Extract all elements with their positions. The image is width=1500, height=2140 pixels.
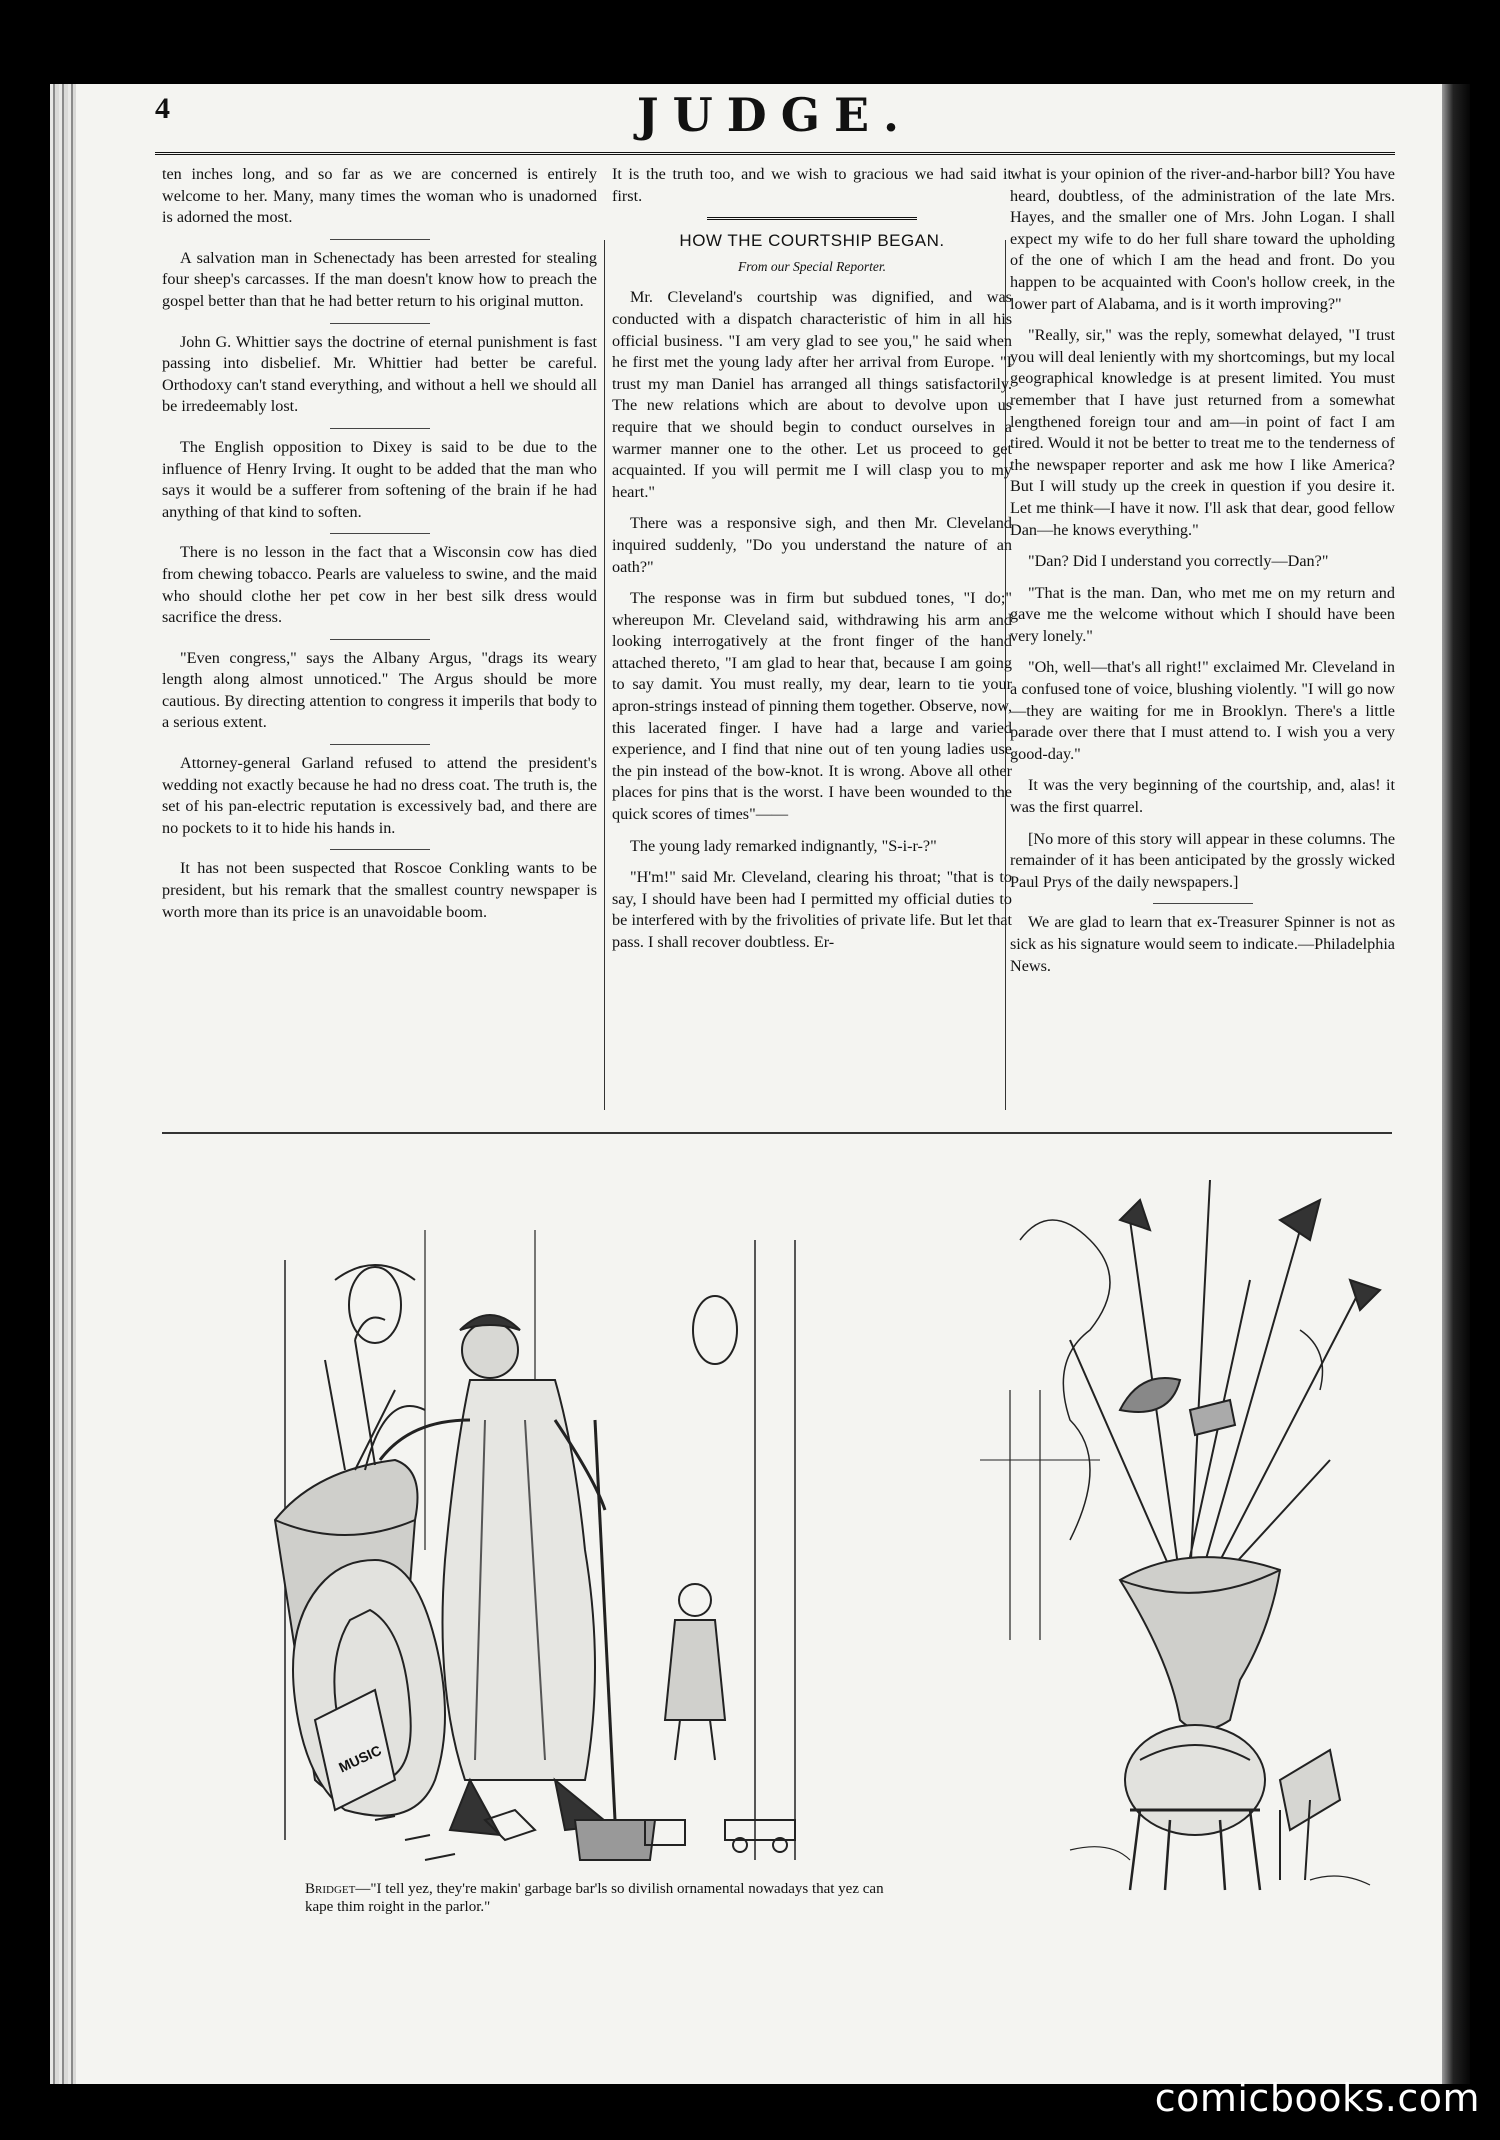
cartoon-tuba-vase-drawing: [980, 1160, 1400, 1895]
paragraph: "Really, sir," was the reply, somewhat delayed, "I trust you will deal leniently with my shortcomings, but my local geographical knowledge is at present limited. You must remember that I have just returned from a somewhat lengthened foreign tour and am—in point of fact I am tired. Would it not be better to treat me to the tenderness of the newspaper reporter and ask me how I like America? But I will study up the creek in question if you desire it. Let me think—I have it now. I'll ask that dear, good fellow Dan—he knows everything.": [1010, 326, 1395, 539]
divider: [330, 639, 430, 640]
paragraph: "H'm!" said Mr. Cleveland, clearing his throat; "that is to say, I should have been had I permitted my official duties to be interfered with by the frivolities of private life. But let that pass. I shall recover doubtless. Er-: [612, 868, 1012, 951]
paragraph: The response was in firm but subdued tones, "I do;" whereupon Mr. Cleveland said, withdrawing his arm and looking interrogatively at the front finger of the hand attached thereto, "I am glad to hear that, because I am going to say damit. You must really, my dear, learn to tie your apron-strings instead of pinning them together. Observe, now, this lacerated finger. I have had a large and varied experience, and I find that nine out of ten young ladies use the pin instead of the bow-knot. It is wrong. Above all other places for pins that is the worst. I have been wounded to the quick scores of times"——: [612, 589, 1012, 824]
paragraph: It has not been suspected that Roscoe Conkling wants to be president, but his remark that the smallest country newspaper is worth more than its price is an unavoidable boom.: [162, 859, 597, 921]
column-2: [612, 164, 1012, 964]
paragraph: A salvation man in Schenectady has been arrested for stealing four sheep's carcasses. If the man doesn't know how to preach the gospel better than that he had better return to his original mutton.: [162, 248, 597, 310]
paragraph: It was the very beginning of the courtship, and, alas! it was the first quarrel.: [1010, 776, 1395, 817]
article-rule: [707, 217, 917, 220]
paragraph: Mr. Cleveland's courtship was dignified, and was conducted with a dispatch characteristic of him in all his official business. "I am very glad to see you," he said when he first met the young lady after her arrival from Europe. "I trust my man Daniel has arranged all things satisfactorily. The new relations which are about to devolve upon us require that we should begin to conduct ourselves in a warmer manner one to the other. Let us proceed to get acquainted. If you will permit me I will clasp you to my heart.": [612, 288, 1012, 501]
caption-speaker: Bridget: [305, 1881, 356, 1897]
paragraph: It is the truth too, and we wish to gracious we had said it first.: [612, 165, 1012, 205]
paragraph: ten inches long, and so far as we are concerned is entirely welcome to her. Many, many times the woman who is unadorned is adorned the most.: [162, 165, 597, 227]
paragraph: "Dan? Did I understand you correctly—Dan?": [1028, 552, 1329, 571]
cartoon-bridget-drawing: [255, 1220, 875, 1875]
section-rule: [162, 1132, 1392, 1134]
caption-text: —"I tell yez, they're makin' garbage bar'ls so divilish ornamental nowadays that yez can kape thim roight in the parlor.": [305, 1881, 884, 1915]
paragraph: There was a responsive sigh, and then Mr. Cleveland inquired suddenly, "Do you understand the nature of an oath?": [612, 514, 1012, 576]
divider: [330, 323, 430, 324]
column-1: [162, 164, 597, 933]
masthead-title: JUDGE.: [636, 88, 914, 142]
paragraph: "That is the man. Dan, who met me on my return and gave me the welcome without which I should have been very lonely.": [1010, 583, 1395, 645]
article-headline: HOW THE COURTSHIP BEGAN.: [679, 231, 945, 251]
page-number: 4: [155, 92, 170, 125]
column-separator: [604, 240, 605, 1110]
paragraph: The young lady remarked indignantly, "S-i-r-?": [630, 836, 937, 855]
paragraph: John G. Whittier says the doctrine of eternal punishment is fast passing into disbelief. Mr. Whittier had better be careful. Orthodoxy can't stand everything, and without a hell we should all be irredeemably lost.: [162, 332, 597, 416]
paragraph: "Oh, well—that's all right!" exclaimed Mr. Cleveland in a confused tone of voice, blushing violently. "I will go now—they are waiting for me in Brooklyn. There's a little parade over there that I must attend to. I wish you a very good-day.": [1010, 658, 1395, 763]
divider: [330, 239, 430, 240]
article-byline: From our Special Reporter.: [738, 258, 886, 274]
page-binding-right: [1442, 84, 1470, 2084]
paragraph: "Even congress," says the Albany Argus, "drags its weary length along almost unnoticed." The Argus should be more cautious. By directing attention to congress it imperils that body to a serious extent.: [162, 648, 597, 732]
music-box-label: MUSIC: [336, 1741, 384, 1776]
paragraph: The English opposition to Dixey is said to be due to the influence of Henry Irving. It ought to be added that the man who says it would be a sufferer from softening of the brain if he had anything of that kind to soften.: [162, 437, 597, 521]
cartoon-caption: [305, 1880, 885, 1916]
column-3: [1010, 164, 1395, 987]
divider: [330, 533, 430, 534]
divider: [1153, 903, 1253, 904]
site-watermark: comicbooks.com: [1154, 2076, 1480, 2120]
paragraph: what is your opinion of the river-and-harbor bill? You have heard, doubtless, of the administration of the late Mrs. Hayes, and the smaller one of Mrs. John Logan. I shall expect my wife to do her full share toward the upholding of the one of which I am the head and front. Do you happen to be acquainted with Coon's hollow creek, in the lower part of Alabama, and is it worth improving?": [1010, 165, 1395, 313]
divider: [330, 744, 430, 745]
divider: [330, 849, 430, 850]
page-header: [155, 88, 1395, 162]
paragraph: There is no lesson in the fact that a Wisconsin cow has died from chewing tobacco. Pearls are valueless to swine, and the maid who should clothe her pet cow in her best silk dress would sacrifice the dress.: [162, 543, 597, 627]
paragraph: Attorney-general Garland refused to attend the president's wedding not exactly because he had no dress coat. The truth is, the set of his pan-electric reputation is excessively bad, and there are no pockets to it to hide his hands in.: [162, 754, 597, 837]
cartoon-tuba-vase-illustration: [980, 1160, 1400, 1895]
cartoon-bridget-illustration: [255, 1220, 875, 1875]
divider: [330, 428, 430, 429]
paragraph: We are glad to learn that ex-Treasurer Spinner is not as sick as his signature would seem to indicate.—Philadelphia News.: [1010, 913, 1395, 975]
header-rule: [155, 152, 1395, 155]
paragraph: [No more of this story will appear in these columns. The remainder of it has been anticipated by the grossly wicked Paul Prys of the daily newspapers.]: [1010, 829, 1395, 891]
page-binding-left: [50, 84, 76, 2084]
